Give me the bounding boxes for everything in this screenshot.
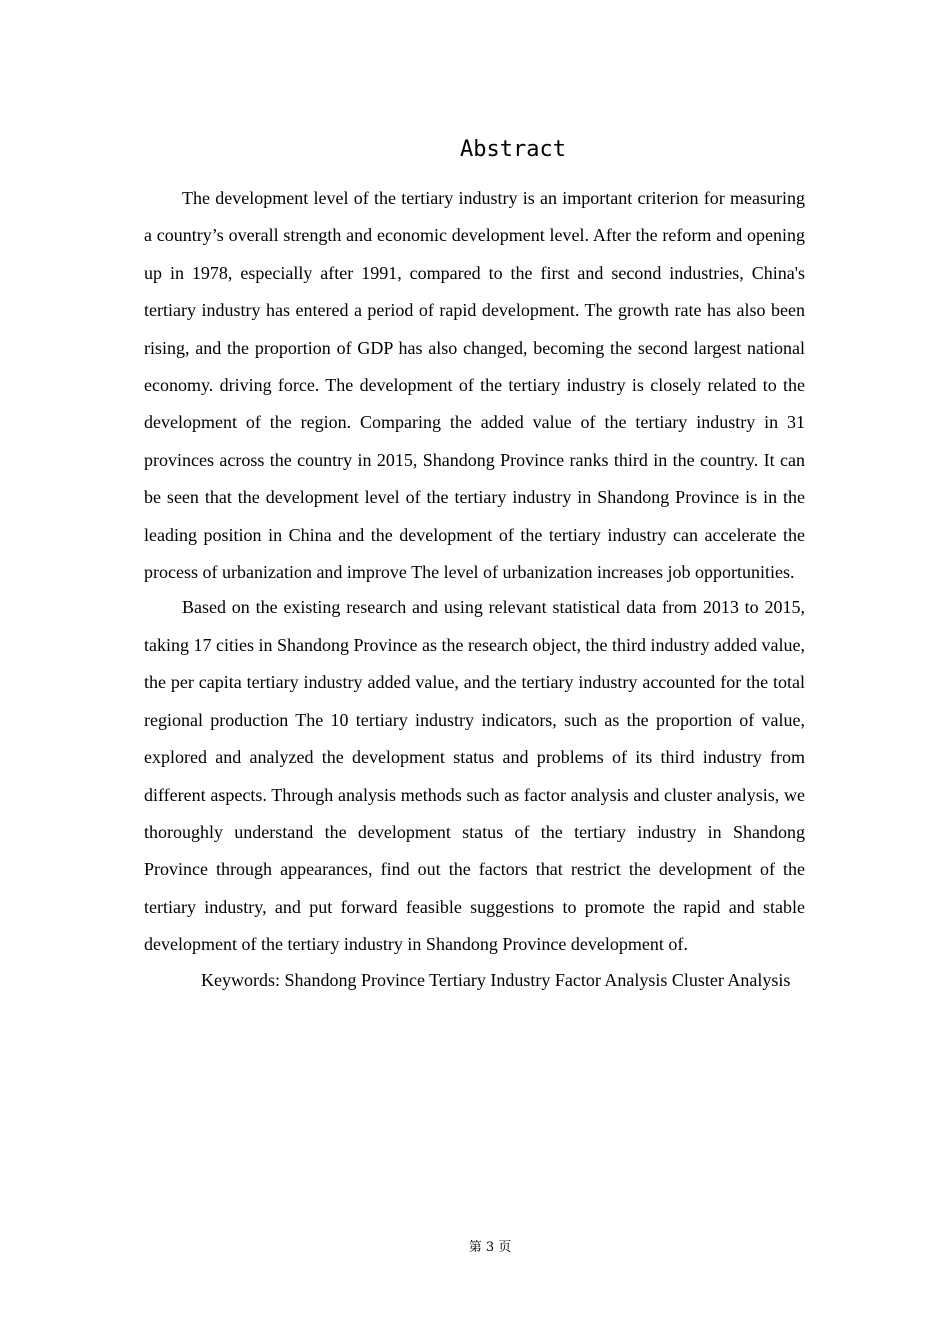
abstract-paragraph-1: The development level of the tertiary industry is an important criterion for measuring a country’s overall strength and economic development level. After the reform and opening up in 1978, especially after 1991, compared to the first and second industries, China's tertiary industry has entered a period of rapid development. The growth rate has also been rising, and the proportion of GDP has also changed, becoming the second largest national economy. driving force. The development of the tertiary industry is closely related to the development of the region. Comparing the added value of the tertiary industry in 31 provinces across the country in 2015, Shandong Province ranks third in the country. It can be seen that the development level of the tertiary industry in Shandong Province is in the leading position in China and the development of the tertiary industry can accelerate the process of urbanization and improve The level of urbanization increases job opportunities. (144, 188, 805, 583)
page-number: 第 3 页 (468, 1240, 512, 1255)
abstract-paragraph-2: Based on the existing research and using relevant statistical data from 2013 to 2015, taking 17 cities in Shandong Province as the research object, the third industry added value, the per capita tertiary industry added value, and the tertiary industry accounted for the total regional production The 10 tertiary industry indicators, such as the proportion of value, explored and analyzed the development status and problems of its third industry from different aspects. Through analysis methods such as factor analysis and cluster analysis, we thoroughly understand the development status of the tertiary industry in Shandong Province through appearances, find out the factors that restrict the development of the tertiary industry, and put forward feasible suggestions to promote the rapid and stable development of the tertiary industry in Shandong Province development of. (144, 597, 805, 955)
keywords-line: Keywords: Shandong Province Tertiary Industry Factor Analysis Cluster Analysis (201, 969, 791, 990)
abstract-title: Abstract (460, 137, 566, 162)
abstract-body (144, 180, 805, 999)
